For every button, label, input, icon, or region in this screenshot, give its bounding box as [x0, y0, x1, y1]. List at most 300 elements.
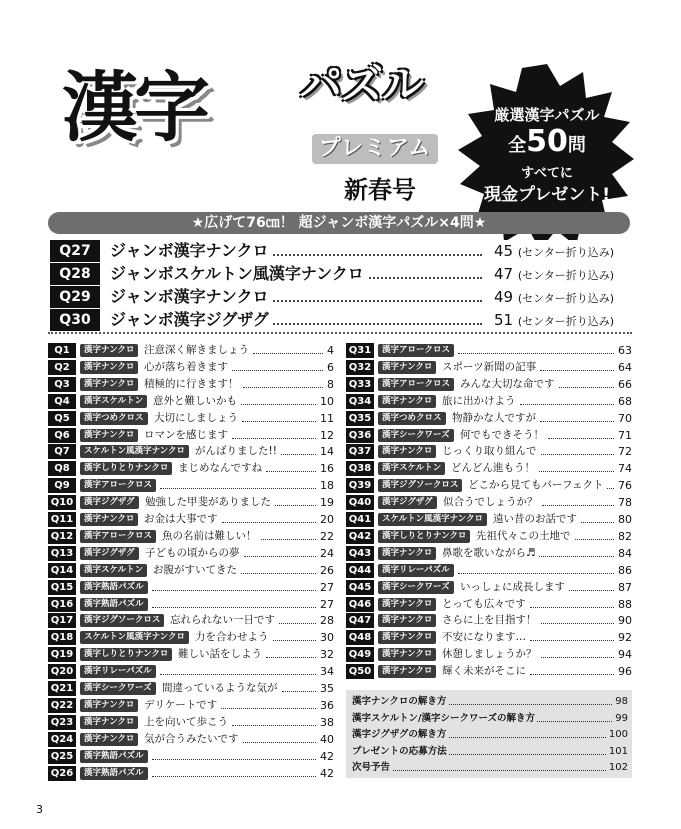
contents-row[interactable]: [48, 394, 334, 409]
puzzle-type-tag: 漢字ジグザグ: [80, 547, 139, 560]
badge-line-4: 現金プレゼント!: [483, 185, 611, 205]
puzzle-title: スポーツ新聞の記事: [442, 360, 537, 373]
dot-leader: [458, 573, 614, 574]
contents-row[interactable]: [346, 411, 632, 426]
page-reference: 27: [320, 597, 334, 611]
puzzle-type-tag: 漢字ナンクロ: [80, 429, 138, 442]
puzzle-type-tag: スケルトン風漢字ナンクロ: [80, 631, 189, 644]
info-row[interactable]: [352, 727, 628, 742]
badge-line-1: 厳選漢字パズル: [494, 106, 600, 124]
badge-count: 50: [526, 124, 568, 159]
question-number: Q49: [346, 647, 374, 662]
puzzle-title: どんどん進もう！: [451, 462, 535, 475]
dot-leader: [221, 708, 316, 709]
contents-row[interactable]: [48, 529, 334, 544]
page-reference: 40: [320, 732, 334, 746]
dot-leader: [244, 556, 316, 557]
contents-row[interactable]: [48, 766, 334, 781]
page-reference: 66: [618, 377, 632, 391]
contents-row[interactable]: [48, 732, 334, 747]
dot-leader: [520, 404, 614, 405]
info-row[interactable]: [352, 744, 628, 759]
question-number: Q24: [48, 732, 76, 747]
page-note: (センター折り込み): [517, 246, 615, 259]
badge-line-3: すべてに: [521, 166, 573, 181]
question-number: Q44: [346, 563, 374, 578]
info-row[interactable]: [352, 760, 628, 775]
puzzle-title: いっしょに成長します: [460, 580, 565, 593]
contents-row[interactable]: [346, 613, 632, 628]
question-number: Q40: [346, 495, 374, 510]
contents-row[interactable]: [346, 512, 632, 527]
puzzle-type-tag: 漢字ナンクロ: [80, 733, 138, 746]
page-reference: 42: [320, 766, 334, 780]
puzzle-title: 意外と難しいかも: [153, 394, 237, 407]
page-reference: 24: [320, 546, 334, 560]
page-reference: 74: [618, 462, 632, 476]
dot-leader: [253, 353, 323, 354]
question-number: Q29: [50, 286, 100, 308]
page-reference: 35: [320, 682, 334, 695]
question-number: Q35: [346, 411, 374, 426]
question-number: Q23: [48, 715, 76, 730]
page-reference: 68: [618, 394, 632, 408]
dot-leader: [352, 770, 628, 771]
puzzle-type-tag: 漢字ナンクロ: [378, 665, 436, 678]
contents-row[interactable]: [48, 563, 334, 578]
dot-leader: [152, 607, 316, 608]
page-reference: 27: [320, 580, 334, 594]
contents-row[interactable]: [48, 478, 334, 493]
contents-row[interactable]: [48, 377, 334, 392]
puzzle-type-tag: 漢字ジグザグ: [80, 496, 139, 509]
dot-leader: [530, 607, 614, 608]
dot-leader: [458, 353, 614, 354]
page-reference: 28: [320, 614, 334, 628]
page-reference: 10: [320, 394, 334, 408]
puzzle-type-tag: 漢字ナンクロ: [378, 614, 436, 627]
jumbo-row[interactable]: [50, 240, 632, 262]
contents-row[interactable]: [48, 343, 334, 358]
question-number: Q21: [48, 681, 76, 696]
puzzle-type-tag: スケルトン風漢字ナンクロ: [80, 445, 189, 458]
dot-leader: [540, 370, 614, 371]
puzzle-type-tag: 漢字リレーパズル: [378, 564, 454, 577]
page-reference: 30: [320, 631, 334, 645]
dot-leader: [539, 471, 614, 472]
contents-row[interactable]: [48, 461, 334, 476]
puzzle-title: 物静かな人ですが: [452, 411, 536, 424]
contents-row[interactable]: [346, 444, 632, 459]
puzzle-type-tag: 漢字スケルトン: [80, 395, 147, 408]
puzzle-title: 魚の名前は難しい！: [162, 529, 257, 542]
contents-row[interactable]: [346, 630, 632, 645]
contents-row[interactable]: [48, 698, 334, 713]
contents-row[interactable]: [48, 546, 334, 561]
dot-leader: [279, 623, 316, 624]
page-reference: 63: [618, 344, 632, 357]
puzzle-title: とっても広々です: [442, 597, 526, 610]
puzzle-title: さらに上を目指す！: [442, 614, 537, 627]
contents-row[interactable]: [346, 377, 632, 392]
contents-row[interactable]: [346, 580, 632, 595]
magazine-title-puzzle: パズル: [300, 60, 424, 109]
dot-leader: [542, 505, 614, 506]
page-reference: 99: [615, 712, 628, 724]
puzzle-type-tag: 漢字ナンクロ: [80, 513, 138, 526]
page-number-value: 49: [494, 288, 514, 306]
dot-leader: [243, 387, 323, 388]
page-reference: 4: [327, 344, 334, 357]
jumbo-row[interactable]: [50, 309, 632, 331]
page-reference: 96: [618, 665, 632, 679]
dot-leader: [160, 674, 316, 675]
puzzle-title: 遠い昔のお話です: [493, 513, 577, 525]
page-reference: 6: [327, 360, 334, 374]
contents-row[interactable]: [48, 580, 334, 595]
contents-row[interactable]: [346, 597, 632, 612]
page-reference: [490, 240, 614, 264]
puzzle-title: 先祖代々この土地で: [476, 529, 571, 542]
page-reference: [490, 263, 614, 287]
contents-row[interactable]: [48, 715, 334, 730]
puzzle-type-tag: 漢字熟語パズル: [80, 581, 148, 594]
puzzle-type-tag: 漢字ナンクロ: [378, 598, 436, 611]
puzzle-title: お金は大事です: [144, 513, 218, 525]
page-note: (センター折り込み): [517, 269, 615, 282]
question-number: Q10: [48, 495, 76, 510]
contents-row[interactable]: [48, 411, 334, 426]
page-number-value: 45: [494, 242, 514, 260]
puzzle-title: ロマンを感じます: [144, 428, 228, 441]
puzzle-type-tag: 漢字ナンクロ: [378, 445, 436, 458]
page-reference: 98: [615, 696, 628, 707]
contents-row[interactable]: [48, 428, 334, 443]
question-number: Q31: [346, 343, 374, 358]
question-number: Q14: [48, 563, 76, 578]
dot-leader: [160, 488, 316, 489]
page-reference: 19: [320, 496, 334, 510]
puzzle-type-tag: 漢字しりとりナンクロ: [80, 462, 172, 475]
contents-row[interactable]: [346, 529, 632, 544]
page-reference: 80: [618, 513, 632, 526]
question-number: Q22: [48, 698, 76, 713]
jumbo-banner: ★広げて76㎝！ 超ジャンボ漢字パズル×4問★: [48, 212, 630, 234]
question-number: Q26: [48, 766, 76, 781]
dot-leader: [243, 742, 316, 743]
dot-leader: [540, 421, 614, 422]
dot-leader: [232, 370, 323, 371]
question-number: Q5: [48, 411, 76, 426]
puzzle-title: 心が落ち着きます: [144, 360, 228, 373]
page-reference: 92: [618, 631, 632, 645]
contents-row[interactable]: [346, 343, 632, 358]
question-number: Q3: [48, 377, 76, 392]
page-reference: 82: [618, 529, 632, 543]
dot-leader: [275, 505, 316, 506]
contents-row[interactable]: [346, 647, 632, 662]
puzzle-type-tag: 漢字ナンクロ: [80, 361, 138, 374]
jumbo-row[interactable]: [50, 263, 632, 285]
dot-leader: [559, 387, 614, 388]
page-note: (センター折り込み): [517, 292, 615, 305]
puzzle-type-tag: 漢字熟語パズル: [80, 598, 148, 611]
puzzle-type-tag: 漢字ナンクロ: [80, 699, 138, 712]
page-reference: 94: [618, 648, 632, 662]
issue-label: 新春号: [344, 176, 416, 204]
contents-row[interactable]: [48, 647, 334, 662]
puzzle-title: 似合うでしょうか？: [443, 496, 538, 509]
puzzle-title: ジャンボ漢字ジグザグ: [110, 309, 272, 331]
info-title: 漢字スケルトン/漢字シークワーズの解き方: [352, 712, 536, 724]
dot-leader: [152, 776, 316, 777]
puzzle-title: 輝く未来がそこに: [442, 665, 526, 678]
puzzle-title: 勉強した甲斐がありました: [145, 496, 271, 509]
contents-row[interactable]: [48, 749, 334, 764]
contents-row[interactable]: [346, 428, 632, 443]
puzzle-type-tag: 漢字アロークロス: [80, 479, 156, 492]
puzzle-type-tag: 漢字アロークロス: [378, 378, 454, 391]
page-reference: 78: [618, 496, 632, 510]
puzzle-title: 何でもできそう！: [460, 428, 544, 441]
page-reference: 76: [618, 479, 632, 493]
puzzle-title: 間違っているような気が: [162, 682, 278, 694]
puzzle-title: 注意深く解きましょう: [144, 344, 249, 356]
page-reference: 8: [327, 377, 334, 391]
dot-leader: [232, 438, 316, 439]
question-number: Q36: [346, 428, 374, 443]
puzzle-type-tag: スケルトン風漢字ナンクロ: [378, 513, 487, 526]
question-number: Q20: [48, 664, 76, 679]
puzzle-type-tag: 漢字ナンクロ: [378, 547, 436, 560]
puzzle-type-tag: 漢字アロークロス: [80, 530, 156, 543]
puzzle-type-tag: 漢字しりとりナンクロ: [80, 648, 172, 661]
question-number: Q38: [346, 461, 374, 476]
question-number: Q16: [48, 597, 76, 612]
puzzle-title: 休憩しましょうか？: [442, 648, 537, 661]
puzzle-type-tag: 漢字シークワーズ: [80, 682, 156, 695]
contents-row[interactable]: [48, 495, 334, 510]
puzzle-type-tag: 漢字ナンクロ: [378, 631, 436, 644]
question-number: Q17: [48, 613, 76, 628]
dot-leader: [541, 657, 614, 658]
contents-row[interactable]: [346, 394, 632, 409]
question-number: Q46: [346, 597, 374, 612]
puzzle-title: 気が合うみたいです: [144, 732, 239, 745]
dot-leader: [541, 454, 614, 455]
page-reference: 100: [608, 729, 628, 740]
question-number: Q30: [50, 309, 100, 331]
magazine-title-premium: プレミアム: [312, 134, 438, 164]
puzzle-title: 忘れられない一日です: [170, 614, 275, 627]
puzzle-title: みんな大切な命です: [460, 377, 555, 390]
contents-row[interactable]: [48, 444, 334, 459]
puzzle-type-tag: 漢字つめクロス: [378, 412, 446, 425]
page-reference: 64: [618, 360, 632, 374]
puzzle-type-tag: 漢字ナンクロ: [80, 716, 138, 729]
question-number: Q50: [346, 664, 374, 679]
info-row[interactable]: [352, 694, 628, 709]
dot-leader: [266, 657, 316, 658]
badge-line-2-suffix: 問: [567, 135, 586, 156]
puzzle-title: がんばりました!!: [195, 445, 277, 458]
puzzle-type-tag: 漢字ナンクロ: [80, 378, 138, 391]
puzzle-type-tag: 漢字つめクロス: [80, 412, 148, 425]
page-reference: 26: [320, 563, 334, 577]
puzzle-title: 子どもの頃からの夢: [145, 546, 240, 559]
puzzle-title: 大切にしましょう: [154, 411, 238, 424]
dot-leader: [273, 640, 316, 641]
puzzle-title: ジャンボスケルトン風漢字ナンクロ: [110, 263, 367, 285]
contents-row[interactable]: [48, 597, 334, 612]
dot-leader: [530, 640, 614, 641]
question-number: Q6: [48, 428, 76, 443]
page-reference: 71: [618, 428, 632, 442]
page-reference: 86: [618, 563, 632, 577]
dot-leader: [152, 590, 316, 591]
divider: [48, 332, 632, 334]
dot-leader: [539, 556, 614, 557]
puzzle-type-tag: 漢字シークワーズ: [378, 429, 454, 442]
magazine-title-kanji: 漢字: [62, 63, 206, 152]
puzzle-title: 旅に出かけよう: [442, 394, 516, 407]
question-number: Q48: [346, 630, 374, 645]
contents-row[interactable]: [48, 512, 334, 527]
puzzle-title: まじめなんですね: [178, 462, 262, 475]
contents-row[interactable]: [346, 461, 632, 476]
question-number: Q13: [48, 546, 76, 561]
contents-row[interactable]: [48, 630, 334, 645]
info-box: [346, 690, 632, 778]
jumbo-row[interactable]: [50, 286, 632, 308]
dot-leader: [530, 674, 614, 675]
dot-leader: [607, 488, 614, 489]
page-reference: 102: [608, 762, 628, 773]
page-reference: 16: [320, 462, 334, 476]
contents-row[interactable]: [48, 613, 334, 628]
contents-row[interactable]: [346, 478, 632, 493]
question-number: Q11: [48, 512, 76, 527]
question-number: Q9: [48, 478, 76, 493]
question-number: Q32: [346, 360, 374, 375]
page-reference: 20: [320, 513, 334, 526]
dot-leader: [281, 454, 316, 455]
question-number: Q41: [346, 512, 374, 527]
info-title: プレゼントの応募方法: [352, 745, 447, 757]
page-reference: 18: [320, 479, 334, 493]
puzzle-title: ジャンボ漢字ナンクロ: [110, 240, 272, 262]
question-number: Q4: [48, 394, 76, 409]
puzzle-title: どこから見てもパーフェクト: [468, 479, 604, 492]
question-number: Q28: [50, 263, 100, 285]
dot-leader: [241, 404, 316, 405]
page-reference: 88: [618, 597, 632, 611]
question-number: Q47: [346, 613, 374, 628]
puzzle-type-tag: 漢字シークワーズ: [378, 581, 454, 594]
puzzle-type-tag: 漢字スケルトン: [378, 462, 445, 475]
page-note: (センター折り込み): [517, 315, 615, 328]
page-reference: 87: [618, 580, 632, 594]
question-number: Q1: [48, 343, 76, 358]
page-reference: 42: [320, 749, 334, 763]
puzzle-type-tag: 漢字熟語パズル: [80, 750, 148, 763]
puzzle-type-tag: 漢字ナンクロ: [378, 648, 436, 661]
page-number-value: 51: [494, 311, 514, 329]
puzzle-title: 積極的に行きます！: [144, 377, 239, 390]
contents-row[interactable]: [48, 664, 334, 679]
puzzle-type-tag: 漢字ジグソークロス: [378, 479, 462, 492]
puzzle-type-tag: 漢字熟語パズル: [80, 767, 148, 780]
question-number: Q45: [346, 580, 374, 595]
puzzle-title: じっくり取り組んで: [442, 445, 537, 458]
question-number: Q33: [346, 377, 374, 392]
dot-leader: [575, 539, 614, 540]
dot-leader: [222, 522, 316, 523]
puzzle-type-tag: 漢字ナンクロ: [378, 395, 436, 408]
question-number: Q15: [48, 580, 76, 595]
contents-row[interactable]: [48, 681, 334, 696]
page-reference: [490, 286, 614, 310]
page-reference: 101: [608, 745, 628, 757]
contents-row[interactable]: [346, 360, 632, 375]
puzzle-title: お腹がすいてきた: [153, 563, 237, 576]
puzzle-title: 上を向いて歩こう: [144, 715, 228, 728]
dot-leader: [261, 539, 316, 540]
contents-row[interactable]: [346, 563, 632, 578]
question-number: Q2: [48, 360, 76, 375]
page-reference: 84: [618, 546, 632, 560]
info-title: 漢字ナンクロの解き方: [352, 696, 447, 707]
dot-leader: [242, 421, 316, 422]
question-number: Q25: [48, 749, 76, 764]
badge-line-2-prefix: 全: [508, 135, 527, 156]
puzzle-type-tag: 漢字しりとりナンクロ: [378, 530, 470, 543]
puzzle-title: 難しい話をしよう: [178, 648, 262, 661]
contents-row[interactable]: [346, 546, 632, 561]
puzzle-type-tag: 漢字ジグソークロス: [80, 614, 164, 627]
dot-leader: [548, 438, 614, 439]
contents-row[interactable]: [48, 360, 334, 375]
question-number: Q7: [48, 444, 76, 459]
puzzle-type-tag: 漢字ナンクロ: [378, 361, 436, 374]
dot-leader: [581, 522, 614, 523]
dot-leader: [232, 725, 316, 726]
page-reference: 70: [618, 411, 632, 425]
question-number: Q34: [346, 394, 374, 409]
question-number: Q39: [346, 478, 374, 493]
contents-row[interactable]: [346, 495, 632, 510]
page-number-value: 47: [494, 265, 514, 283]
page-reference: [490, 309, 614, 333]
puzzle-title: 不安になります…: [442, 631, 526, 644]
dot-leader: [541, 623, 614, 624]
contents-row[interactable]: [346, 664, 632, 679]
info-row[interactable]: [352, 711, 628, 726]
question-number: Q43: [346, 546, 374, 561]
puzzle-title: ジャンボ漢字ナンクロ: [110, 286, 272, 308]
page-reference: 90: [618, 614, 632, 628]
puzzle-type-tag: 漢字アロークロス: [378, 344, 454, 357]
puzzle-title: デリケートです: [144, 698, 218, 711]
dot-leader: [266, 471, 316, 472]
question-number: Q18: [48, 630, 76, 645]
page-reference: 11: [320, 411, 334, 425]
info-title: 漢字ジグザグの解き方: [352, 729, 447, 740]
page-reference: 34: [320, 665, 334, 679]
page-reference: 32: [320, 648, 334, 662]
question-number: Q12: [48, 529, 76, 544]
page-reference: 36: [320, 698, 334, 712]
